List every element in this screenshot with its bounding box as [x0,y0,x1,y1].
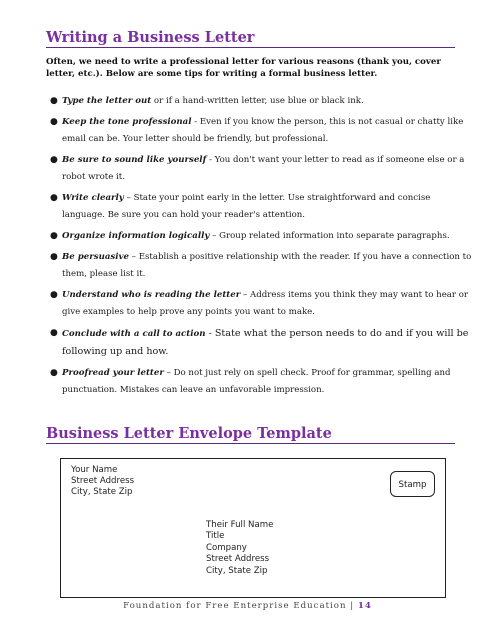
list-item [50,365,472,399]
page-number: 14 [357,601,372,611]
list-item [50,325,472,361]
list-item [50,228,472,245]
tip-text: - You don't want your letter to read as if someone else or a robot wrote it. [62,155,465,182]
tips-list [50,93,472,399]
list-item [50,190,472,224]
list-item [50,114,472,148]
list-item [50,93,472,110]
page-footer [0,601,495,611]
recipient-title: Title [206,531,225,542]
sender-city: City, State Zip [71,487,133,497]
intro-paragraph: Often, we need to write a professional letter for various reasons (thank you, cover letter, etc.). Below are some tips for writing a formal business letter. [46,57,441,79]
tip-text: - Even if you know the person, this is not casual or chatty like email can be. Your letter should be friendly, but professional. [62,117,464,144]
recipient-city: City, State Zip [206,565,268,576]
recipient-name: Their Full Name [206,520,274,530]
tip-text: - State what the person needs to do and if you will be following up and how. [62,328,469,357]
tip-lead: Understand who is reading the letter [62,290,241,300]
bullet-icon: ● [50,96,58,106]
tip-text: – Group related information into separate paragraphs. [209,231,450,241]
tip-lead: Type the letter out [62,96,152,106]
bullet-icon: ● [50,193,58,203]
footer-org: Foundation for Free Enterprise Education | [123,601,355,611]
recipient-company: Company [206,542,247,553]
tip-text: or if a hand-written letter, use blue or black ink. [151,96,364,106]
recipient-address [206,520,273,577]
bullet-icon: ● [50,368,58,378]
bullet-icon: ● [50,328,58,338]
tip-lead: Keep the tone professional [62,117,192,127]
bullet-icon: ● [50,117,58,127]
tip-lead: Conclude with a call to action [62,329,206,339]
recipient-street: Street Address [206,554,270,565]
envelope-template [60,458,446,598]
stamp-box: Stamp [390,471,435,497]
sender-street: Street Address [71,476,135,486]
tip-lead: Write clearly [62,193,124,203]
bullet-icon: ● [50,290,58,300]
tip-lead: Organize information logically [62,231,210,241]
section-title-writing-letter: Writing a Business Letter [46,29,455,48]
tip-text: – Address items you think they may want to hear or give examples to help prove any points you want to make. [62,290,469,317]
tip-text: – Establish a positive relationship with the reader. If you have a connection to them, please list it. [62,252,472,279]
list-item [50,249,472,283]
section-title-envelope-template: Business Letter Envelope Template [46,425,455,444]
tip-lead: Proofread your letter [62,368,164,378]
list-item [50,152,472,186]
tip-lead: Be sure to sound like yourself [62,155,207,165]
sender-name: Your Name [71,465,118,475]
tip-text: – Do not just rely on spell check. Proof for grammar, spelling and punctuation. Mistakes can leave an unfavorable impression. [62,368,451,395]
bullet-icon: ● [50,155,58,165]
tip-text: – State your point early in the letter. Use straightforward and concise language. Be sure you can hold your reader's attention. [62,193,431,220]
list-item [50,287,472,321]
tip-lead: Be persuasive [62,252,129,262]
bullet-icon: ● [50,231,58,241]
sender-address [71,465,134,498]
bullet-icon: ● [50,252,58,262]
